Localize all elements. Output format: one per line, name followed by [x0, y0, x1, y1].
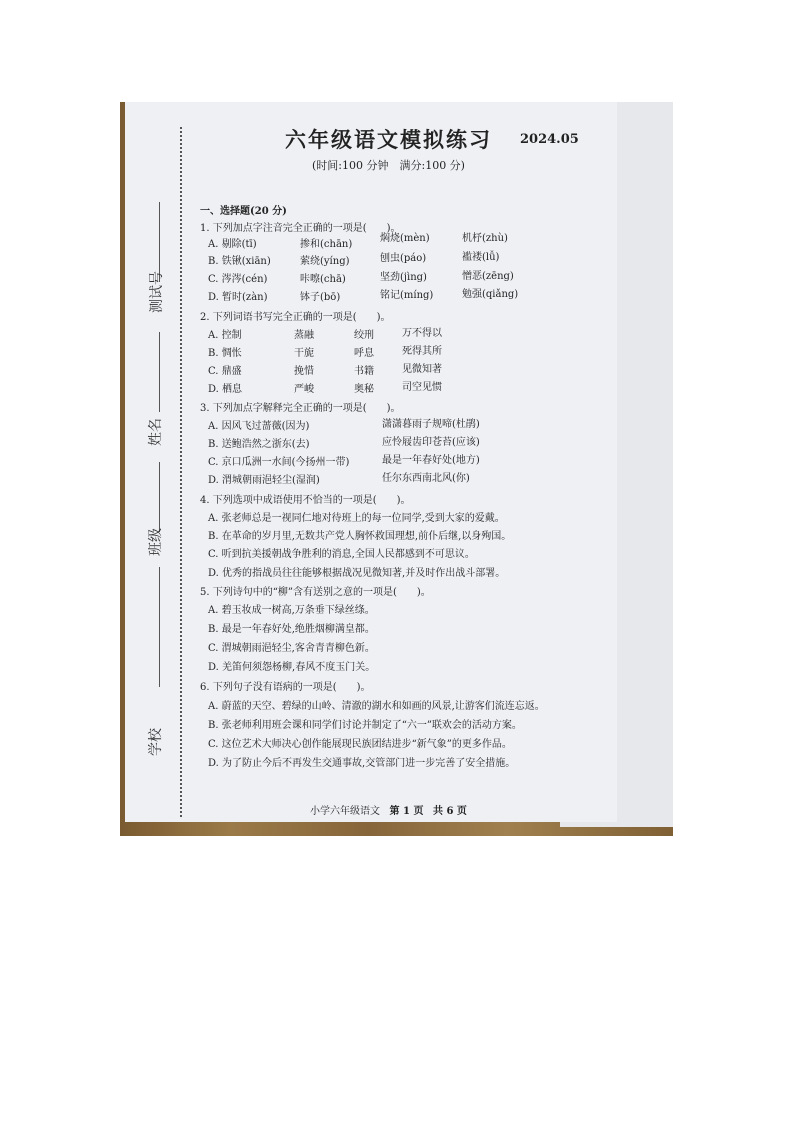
q1-option-a: A. 剔除(tī) — [208, 239, 257, 250]
q4-option-a: A. 张老师总是一视同仁地对待班上的每一位同学,受到大家的爱戴。 — [208, 513, 505, 524]
cut-line — [180, 127, 182, 817]
q1-option-c-word: 咔嚓(chā) — [300, 274, 346, 285]
q1-option-b-word: 褴褛(lǚ) — [462, 252, 500, 263]
class-label: 班级 — [148, 528, 164, 556]
question-6-stem: 6. 下列句子没有语病的一项是( )。 — [200, 682, 371, 693]
q2-option-d-word: 司空见惯 — [402, 382, 442, 393]
q3-option-c-word: 最是一年春好处(地方) — [382, 455, 480, 466]
question-1-stem: 1. 下列加点字注音完全正确的一项是( )。 — [200, 223, 401, 234]
q1-option-d-word: 钵子(bō) — [300, 292, 341, 303]
q3-option-b: B. 送鲍浩然之浙东(去) — [208, 439, 310, 450]
q5-option-c: C. 渭城朝雨浥轻尘,客舍青青柳色新。 — [208, 643, 375, 654]
document-photo — [120, 102, 673, 836]
q2-option-a-word: 蒸融 — [294, 330, 314, 341]
footer-subject: 小学六年级语文 — [310, 806, 380, 817]
footer-page: 第 1 页 — [389, 806, 424, 817]
exam-date: 2024.05 — [520, 132, 579, 147]
footer-total: 共 6 页 — [433, 806, 467, 817]
q4-option-b: B. 在革命的岁月里,无数共产党人胸怀救国理想,前仆后继,以身殉国。 — [208, 531, 512, 542]
name-label: 姓名 — [148, 418, 164, 446]
test-no-label: 测试号 — [149, 271, 165, 313]
q3-option-a-word: 潇潇暮雨子规啼(杜鹃) — [382, 419, 480, 430]
q1-option-d: D. 暂时(zàn) — [208, 292, 268, 303]
q1-option-a-word: 掺和(chān) — [300, 239, 353, 250]
time-score-info: (时间:100 分钟 满分:100 分) — [312, 159, 465, 172]
q2-option-b-word: 干旎 — [294, 348, 314, 359]
q1-option-b-word: 萦绕(yíng) — [300, 256, 350, 267]
q1-option-a-word: 焖烧(mèn) — [380, 233, 430, 244]
question-2-stem: 2. 下列词语书写完全正确的一项是( )。 — [200, 312, 391, 323]
question-5-stem: 5. 下列诗句中的“柳”含有送别之意的一项是( )。 — [200, 587, 431, 598]
q6-option-c: C. 这位艺术大师决心创作能展现民族团结进步“新气象”的更多作品。 — [208, 739, 512, 750]
class-line — [159, 567, 160, 687]
q2-option-a-word: 绞刑 — [354, 330, 374, 341]
school-label: 学校 — [148, 728, 164, 756]
q4-option-d: D. 优秀的指战员往往能够根据战况见微知著,并及时作出战斗部署。 — [208, 568, 506, 579]
q1-option-b-word: 刨虫(páo) — [380, 253, 427, 264]
q2-option-a-word: 万不得以 — [402, 328, 442, 339]
q5-option-d: D. 羌笛何须怨杨柳,春风不度玉门关。 — [208, 662, 376, 673]
q1-option-a-word: 机杼(zhù) — [462, 233, 508, 244]
q1-option-c-word: 坚劲(jìng) — [380, 272, 427, 283]
q1-option-c: C. 涔涔(cén) — [208, 274, 268, 285]
q2-option-c: C. 鼎盛 — [208, 366, 242, 377]
q3-option-c: C. 京口瓜洲一水间(今扬州一带) — [208, 457, 350, 468]
q1-option-c-word: 憎恶(zēng) — [462, 271, 514, 282]
q1-option-d-word: 勉强(qiǎng) — [462, 289, 519, 300]
q3-option-a: A. 因风飞过蔷薇(因为) — [208, 421, 310, 432]
q5-option-a: A. 碧玉妆成一树高,万条垂下绿丝绦。 — [208, 605, 375, 616]
question-3-stem: 3. 下列加点字解释完全正确的一项是( )。 — [200, 403, 401, 414]
section-heading: 一、选择题(20 分) — [200, 206, 287, 217]
q6-option-a: A. 蔚蓝的天空、碧绿的山岭、清澈的湖水和如画的风景,让游客们流连忘返。 — [208, 701, 545, 712]
q2-option-d-word: 严峻 — [294, 384, 314, 395]
q6-option-b: B. 张老师利用班会课和同学们讨论并制定了“六一”联欢会的活动方案。 — [208, 720, 522, 731]
q4-option-c: C. 听到抗美援朝战争胜利的消息,全国人民都感到不可思议。 — [208, 549, 475, 560]
q6-option-d: D. 为了防止今后不再发生交通事故,交管部门进一步完善了安全措施。 — [208, 758, 516, 769]
q3-option-b-word: 应怜屐齿印苍苔(应该) — [382, 437, 480, 448]
q2-option-b-word: 死得其所 — [402, 346, 442, 357]
q2-option-d: D. 栖息 — [208, 384, 243, 395]
q2-option-b-word: 呼息 — [354, 348, 374, 359]
q1-option-b: B. 铁锹(xiān) — [208, 256, 271, 267]
question-4-stem: 4. 下列选项中成语使用不恰当的一项是( )。 — [200, 495, 411, 506]
q5-option-b: B. 最是一年春好处,绝胜烟柳满皇都。 — [208, 624, 375, 635]
q2-option-d-word: 奥秘 — [354, 384, 374, 395]
q2-option-c-word: 见微知著 — [402, 364, 442, 375]
page-footer — [310, 802, 467, 817]
page-title: 六年级语文模拟练习 — [285, 127, 492, 152]
name-line — [159, 462, 160, 532]
q3-option-d-word: 任尔东西南北风(你) — [382, 473, 470, 484]
q2-option-c-word: 挽惜 — [294, 366, 314, 377]
exam-sheet — [125, 102, 617, 822]
q1-option-d-word: 铭记(míng) — [380, 290, 434, 301]
test-no-line — [159, 202, 160, 282]
q2-option-a: A. 控制 — [208, 330, 242, 341]
binding-strip — [125, 102, 181, 822]
q2-option-b: B. 惆怅 — [208, 348, 242, 359]
q3-option-d: D. 渭城朝雨浥轻尘(湿润) — [208, 475, 320, 486]
q2-option-c-word: 书籍 — [354, 366, 374, 377]
name-line-top — [159, 332, 160, 412]
